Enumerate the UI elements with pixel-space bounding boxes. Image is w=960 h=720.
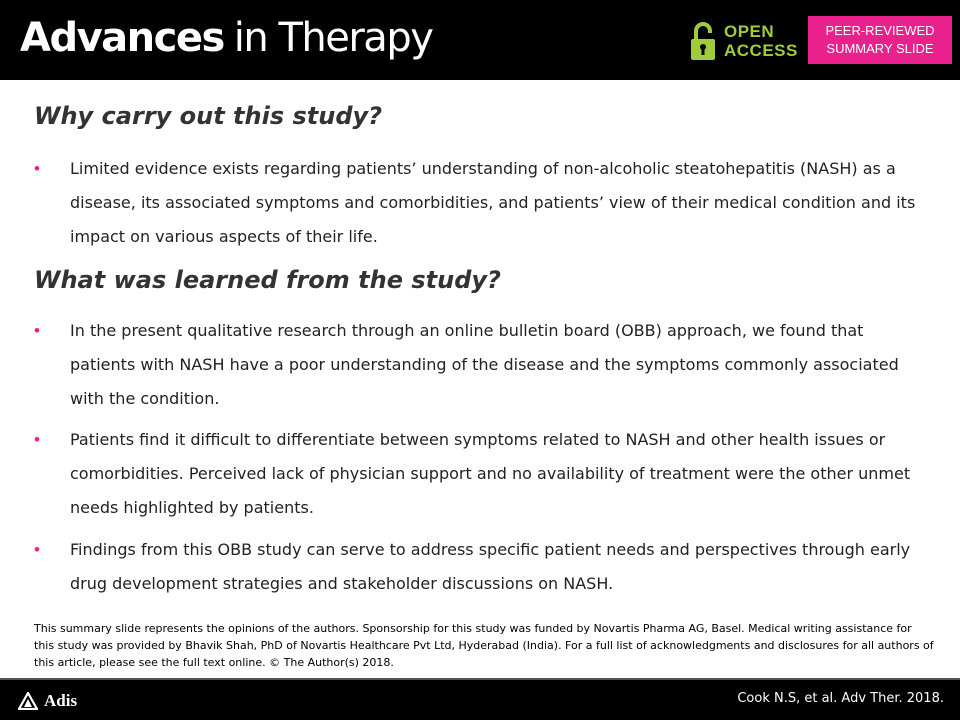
section-heading-learned: What was learned from the study? xyxy=(34,266,501,294)
bullet-dot: • xyxy=(34,159,40,178)
open-access-line2: ACCESS xyxy=(724,41,798,60)
badge-line2: SUMMARY SLIDE xyxy=(826,41,934,56)
header-bar xyxy=(0,0,960,80)
open-access-mark xyxy=(690,20,800,64)
footer-bar xyxy=(0,678,960,720)
adis-triangle-icon xyxy=(18,692,38,710)
journal-name-bold: Advances xyxy=(20,15,224,61)
bullet-text: Limited evidence exists regarding patients’ understanding of non-alcoholic steatohepatitis (NASH) as a disease, its associated symptoms and comorbidities, and patients’ view of their medical condition and its impact on various aspects of their life. xyxy=(70,159,916,246)
bullet-text: In the present qualitative research through an online bulletin board (OBB) approach, we found that patients with NASH have a poor understanding of the disease and the symptoms commonly associated with the condition. xyxy=(70,321,899,408)
journal-name-light: in Therapy xyxy=(233,15,433,61)
bullet-dot: • xyxy=(34,321,40,340)
bullet-text: Findings from this OBB study can serve to address specific patient needs and perspectives through early drug development strategies and stakeholder discussions on NASH. xyxy=(70,540,911,593)
peer-reviewed-badge xyxy=(808,16,952,64)
footnote-disclosure: This summary slide represents the opinions of the authors. Sponsorship for this study was funded by Novartis Pharma AG, Basel. Medical writing assistance for this study was provided by Bhavik Shah, PhD of Novartis Healthcare Pvt Ltd, Hyderabad (India). For a full list of acknowledgments and disclosures for all authors of this article, please see the full text online. © The Author(s) 2018. xyxy=(34,622,934,669)
section-heading-why: Why carry out this study? xyxy=(34,102,383,130)
bullet-dot: • xyxy=(34,540,40,559)
bullet-text: Patients find it difficult to differentiate between symptoms related to NASH and other health issues or comorbidities. Perceived lack of physician support and no availability of treatment were the other unmet needs highlighted by patients. xyxy=(70,430,911,517)
bullet-dot: • xyxy=(34,430,40,449)
citation: Cook N.S, et al. Adv Ther. 2018. xyxy=(737,691,944,706)
open-access-line1: OPEN xyxy=(724,22,775,41)
badge-line1: PEER-REVIEWED xyxy=(825,23,935,38)
publisher-name: Adis xyxy=(44,691,78,710)
publisher-logo xyxy=(18,688,77,714)
slide-content xyxy=(0,80,960,678)
open-access-label xyxy=(724,22,798,60)
open-padlock-icon xyxy=(690,22,716,62)
journal-title xyxy=(20,10,432,66)
